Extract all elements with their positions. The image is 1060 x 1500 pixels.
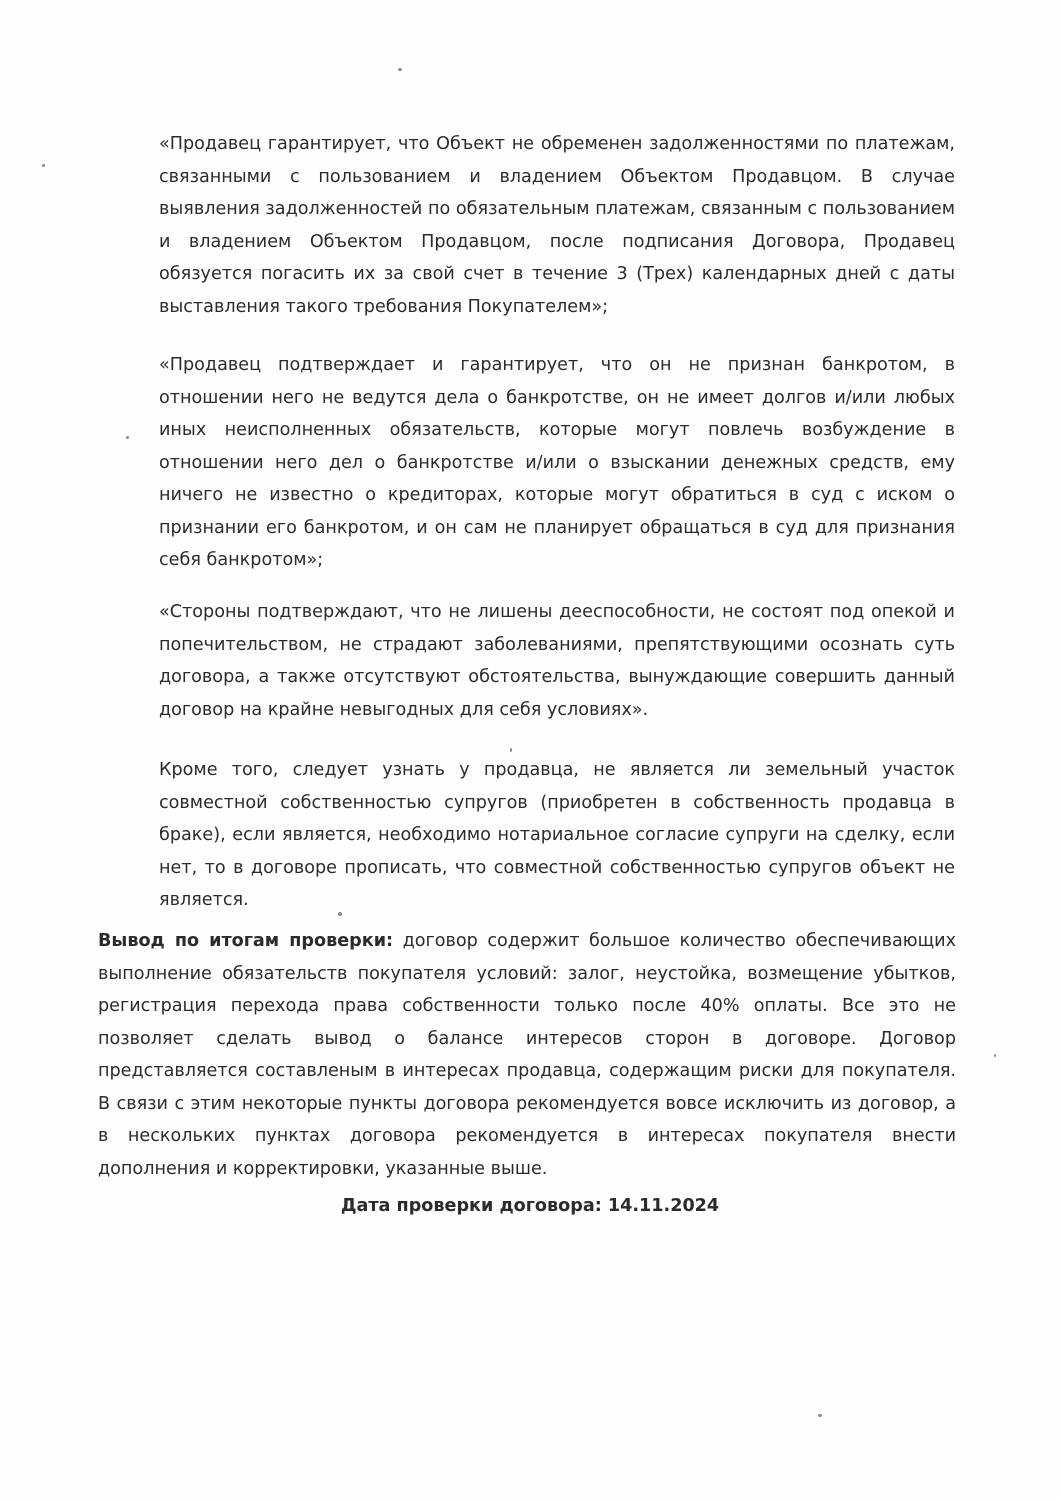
check-date: Дата проверки договора: 14.11.2024 bbox=[340, 1196, 720, 1216]
scan-speck bbox=[42, 164, 45, 167]
scan-speck bbox=[338, 912, 342, 916]
seller-debt-guarantee-paragraph: «Продавец гарантирует, что Объект не обременен задолженностями по платежам, связанными с пользованием и владением Объектом Продавцом. В случае выявления задолженностей по обязательным платежам, связанным с пользованием и владением Объектом Продавцом, после подписания Договора, Продавец обязуется погасить их за свой счет в течение 3 (Трех) календарных дней с даты выставления такого требования Покупателем»; bbox=[159, 134, 955, 317]
scan-speck bbox=[398, 68, 402, 71]
seller-bankruptcy-guarantee-paragraph: «Продавец подтверждает и гарантирует, что он не признан банкротом, в отношении него не ведутся дела о банкротстве, он не имеет долгов и/или любых иных неисполненных обязательств, которые могут повлечь возбуждение в отношении него дел о банкротстве и/или о взыскании денежных средств, ему ничего не известно о кредиторах, которые могут обратиться в суд с иском о признании его банкротом, и он сам не планирует обращаться в суд для признания себя банкротом»; bbox=[159, 355, 955, 570]
conclusion-label: Вывод по итогам проверки: bbox=[98, 931, 394, 951]
scan-speck bbox=[510, 748, 512, 752]
spousal-consent-paragraph: Кроме того, следует узнать у продавца, не является ли земельный участок совместной собственностью супругов (приобретен в собственность продавца в браке), если является, необходимо нотариальное согласие супруги на сделку, если нет, то в договоре прописать, что совместной собственностью супругов объект не является. bbox=[159, 760, 955, 910]
scan-speck bbox=[818, 1414, 822, 1417]
parties-capacity-paragraph: «Стороны подтверждают, что не лишены дееспособности, не состоят под опекой и попечительством, не страдают заболеваниями, препятствующими осознать суть договора, а также отсутствуют обстоятельства, вынуждающие совершить данный договор на крайне невыгодных для себя условиях». bbox=[159, 602, 955, 720]
conclusion-paragraph bbox=[98, 925, 956, 1185]
scan-speck bbox=[126, 436, 129, 439]
conclusion-text: договор содержит большое количество обеспечивающих выполнение обязательств покупателя условий: залог, неустойка, возмещение убытков, регистрация перехода права собственности только после 40% оплаты. Все это не позволяет сделать вывод о балансе интересов сторон в договоре. Договор представляется составленым в интересах продавца, содержащим риски для покупателя. В связи с этим некоторые пункты договора рекомендуется вовсе исключить из договор, а в нескольких пунктах договора рекомендуется в интересах покупателя внести дополнения и корректировки, указанные выше. bbox=[98, 931, 957, 1179]
scan-speck bbox=[994, 1054, 996, 1057]
